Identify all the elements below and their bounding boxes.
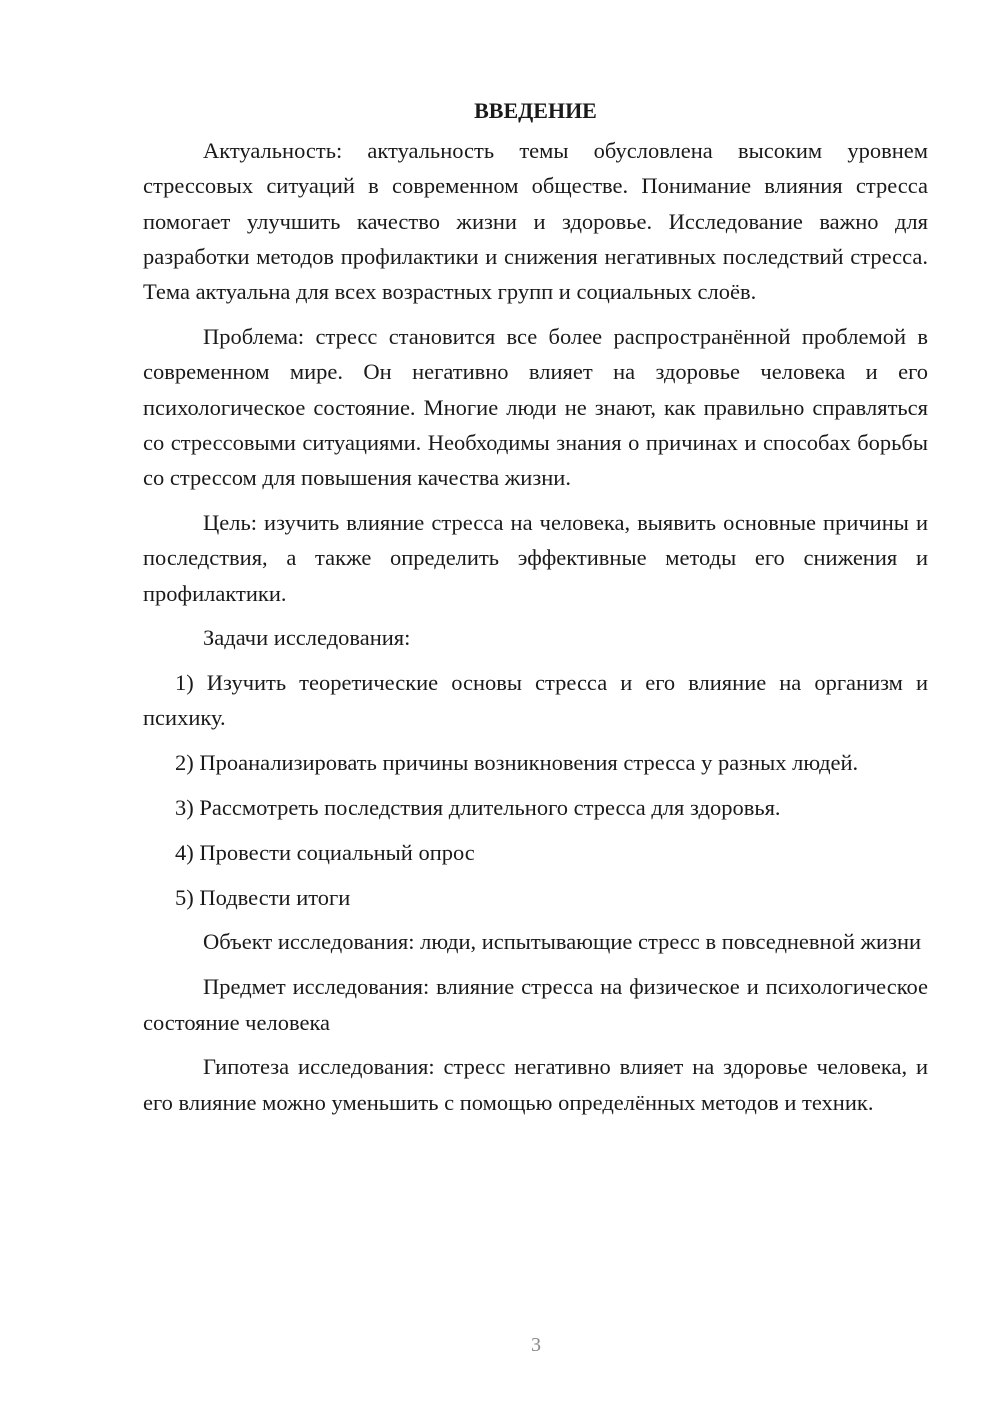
page-content [143,93,928,1129]
object-paragraph: Объект исследования: люди, испытывающие стресс в повседневной жизни [203,929,922,955]
goal-paragraph: Цель: изучить влияние стресса на человека, выявить основные причины и последствия, а также определить эффективные методы его снижения и профилактики. [143,509,928,606]
subject-paragraph: Предмет исследования: влияние стресса на физическое и психологическое состояние человека [143,974,928,1035]
task-item: 4) Провести социальный опрос [175,839,475,865]
task-item: 1) Изучить теоретические основы стресса и его влияние на организм и психику. [143,670,928,731]
tasks-heading: Задачи исследования: [203,625,411,651]
hypothesis-paragraph: Гипотеза исследования: стресс негативно влияет на здоровье человека, и его влияние можно уменьшить с помощью определённых методов и техник. [143,1054,928,1115]
problem-paragraph: Проблема: стресс становится все более распространённой проблемой в современном мире. Он негативно влияет на здоровье человека и его психологическое состояние. Многие люди не знают, как правильно справляться со стрессовыми ситуациями. Необходимы знания о причинах и способах борьбы со стрессом для повышения качества жизни. [143,323,928,491]
task-item: 5) Подвести итоги [175,884,351,910]
task-item: 3) Рассмотреть последствия длительного стресса для здоровья. [175,795,781,821]
section-title: ВВЕДЕНИЕ [474,98,597,123]
relevance-paragraph: Актуальность: актуальность темы обусловлена высоким уровнем стрессовых ситуаций в современном обществе. Понимание влияния стресса помогает улучшить качество жизни и здоровье. Исследование важно для разработки методов профилактики и снижения негативных последствий стресса. Тема актуальна для всех возрастных групп и социальных слоёв. [143,138,928,305]
task-item: 2) Проанализировать причины возникновения стресса у разных людей. [175,750,859,776]
page-number: 3 [531,1334,541,1356]
